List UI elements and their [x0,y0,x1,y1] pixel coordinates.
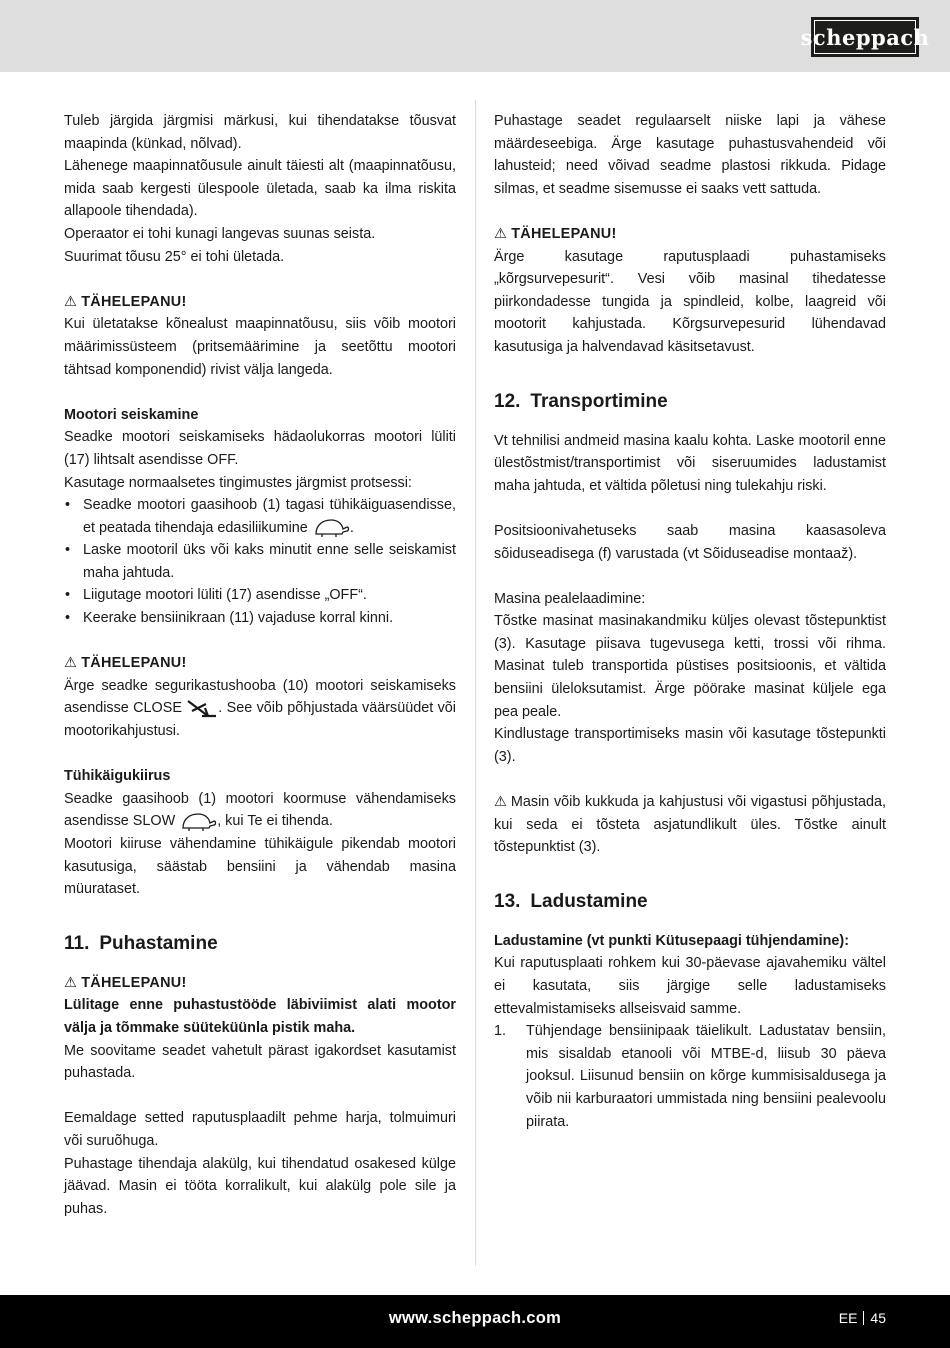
page-info [839,1310,886,1326]
paragraph: Me soovitame seadet vahetult pärast igakordset kasutamist puhastada. [64,1042,456,1082]
section-heading: 12. Transportimine [494,390,668,412]
warning-triangle-icon: ⚠ [64,655,78,672]
paragraph: Kasutage normaalsetes tingimustes järgmist protsessi: [64,474,412,491]
language-code: EE [838,1310,858,1326]
turtle-slow-icon [179,812,217,832]
paragraph: Ärge kasutage raputusplaadi puhastamiseks „kõrgsurvepesurit“. Vesi võib masinal tihedatesse piirkondadesse tungida ja spindleid, kolbe, laagreid või mootorit kahjustada. Kõrgsurvepesurid lühendavad kasutusiga ja halvendavad käsitsetavust. [494,248,886,355]
paragraph: Lülitage enne puhastustööde läbiviimist alati mootor välja ja tõmmake süüteküünla pistik maha. [64,997,456,1036]
paragraph: Seadke mootori seiskamiseks hädaolukorras mootori lüliti (17) lihtsalt asendisse OFF. [64,429,456,468]
right-column [494,110,886,1133]
warning-triangle-icon: ⚠ [494,225,508,242]
list-item: • Keerake bensiinikraan (11) vajaduse korral kinni. [64,607,456,630]
paragraph: Positsioonivahetuseks saab masina kaasasoleva sõiduseadisega (f) varustada (vt Sõiduseadise montaaž). [494,522,886,562]
warning-heading: ⚠ TÄHELEPANU! [64,291,456,314]
paragraph: Lähenege maapinnatõusule ainult täiesti alt (maapinnatõusu, mida saab kergesti ülespoole ületada, saab ka ilma riskita allapoole tihendada). [64,158,456,220]
warning-heading: ⚠ TÄHELEPANU! [64,972,456,995]
paragraph: Kui ületatakse kõnealust maapinnatõusu, siis võib mootori määrimissüsteem (pritsemäärimine ja seetõttu mootori tähtsad komponendid) rivist välja langeda. [64,316,456,378]
paragraph: Tuleb järgida järgmisi märkusi, kui tihendatakse tõusvat maapinda (künkad, nõlvad). [64,113,456,152]
paragraph: Suurimat tõusu 25° ei tohi ületada. [64,248,285,265]
paragraph: Operaator ei tohi kunagi langevas suunas seista. [64,225,376,242]
warning-heading: ⚠ TÄHELEPANU! [64,652,456,675]
warning-triangle-icon: ⚠ [64,293,78,310]
paragraph: Seadke gaasihoob (1) mootori koormuse vähendamiseks asendisse SLOW , kui Te ei tihenda. [64,788,456,833]
turtle-slow-icon [312,518,350,538]
subheading: Ladustamine (vt punkti Kütusepaagi tühjendamine): [494,932,849,949]
header-bar [0,0,950,72]
warning-triangle-icon: ⚠ [494,794,507,811]
warning-triangle-icon: ⚠ [64,974,78,991]
paragraph: Ärge seadke segurikastushooba (10) mootori seiskamiseks asendisse CLOSE . See võib põhjustada väärsüüdet või mootorikahjustusi. [64,677,456,740]
bullet-list [64,494,456,630]
list-item: 1. Tühjendage bensiinipaak täielikult. Ladustatav bensiin, mis sisaldab etanooli või MTBE-d, liisub 30 päeva jooksul. Liisunud bensiin on kõrge kummisisaldusega ja võib nii karburaatori ummistada ning bensiini pealevoolu piirata. [494,1023,886,1130]
subheading: Tühikäigukiirus [64,768,171,785]
paragraph: Eemaldage setted raputusplaadilt pehme harja, tolmuimuri või suruõhuga. [64,1110,456,1149]
list-item: • Seadke mootori gaasihoob (1) tagasi tühikäiguasendisse, et peatada tihendaja edasiliikumine . [64,494,456,539]
paragraph: Tõstke masinat masinakandmiku küljes olevast tõstepunktist (3). Kasutage piisava tugevusega ketti, trossi või rihma. Masinat tuleb transportida püstises positsioonis, et vältida bensiini ülelоksutamist. Ärge pöörake masinat küljele ega pea peale. [494,613,886,720]
section-heading: 11. Puhastamine [64,932,218,954]
left-column [64,110,456,1220]
brand-logo: scheppach [811,17,919,57]
column-divider [475,100,476,1266]
section-heading: 13. Ladustamine [494,890,648,912]
warning-heading: ⚠ TÄHELEPANU! [494,223,886,246]
paragraph: Puhastage seadet regulaarselt niiske lapi ja vähese määrdeseebiga. Ärge kasutage puhastusvahendeid või lahusteid; need võivad seadme plastosi rikkuda. Pidage silmas, et seadme sisemusse ei saaks vett sattuda. [494,113,886,197]
paragraph: Puhastage tihendaja alakülg, kui tihendatud osakesed külge jäävad. Masin ei tööta korralikult, kui alakülg pole sile ja puhas. [64,1155,456,1217]
footer-url[interactable]: www.scheppach.com [388,1309,562,1327]
paragraph: Masina pealelaadimine: [494,590,646,607]
numbered-list [494,1020,886,1133]
paragraph: Mootori kiiruse vähendamine tühikäigule pikendab mootori kasutusiga, säästab bensiini ja vähendab masina müurataset. [64,836,456,898]
page-number: 45 [870,1310,886,1326]
paragraph: Kindlustage transportimiseks masin või kasutage tõstepunkti (3). [494,726,886,765]
list-item: • Liigutage mootori lüliti (17) asendisse „OFF“. [64,584,456,607]
paragraph: Vt tehnilisi andmeid masina kaalu kohta. Laske mootoril enne ülestõstmist/transportimist või siseruumides ladustamist maha jahtuda, et vältida põletusi ning tulekahju riski. [494,432,886,494]
choke-close-icon [186,699,218,719]
subheading: Mootori seiskamine [64,406,199,423]
paragraph: ⚠ Masin võib kukkuda ja kahjustusi või vigastusi põhjustada, kui seda ei tõsteta asjatundlikult üles. Tõstke ainult tõstepunktist (3). [494,791,886,859]
footer-bar [0,1295,950,1348]
paragraph: Kui raputusplaati rohkem kui 30-päevase ajavahemiku vältel ei kasutata, siis järgige selle ladustamiseks ettevalmistamiseks allseisvaid samme. [494,955,886,1017]
list-item: • Laske mootoril üks või kaks minutit enne selle seiskamist maha jahtuda. [64,539,456,584]
